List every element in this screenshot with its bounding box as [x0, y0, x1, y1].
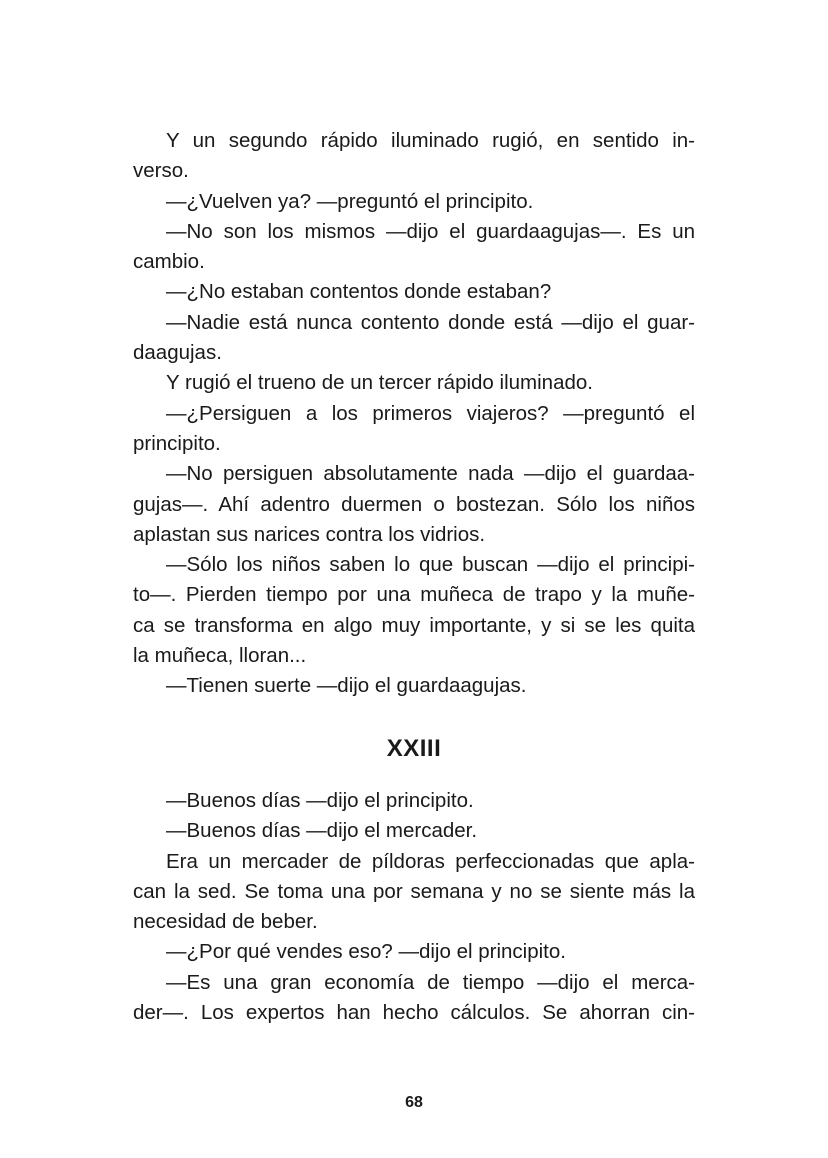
text-line: —Nadie está nunca contento donde está —dijo el guar- [166, 310, 695, 334]
text-line: Y un segundo rápido iluminado rugió, en sentido in- [166, 129, 695, 152]
text-line: ca se transforma en algo muy importante, y si se les quita [133, 613, 695, 637]
text-line: Y rugió el trueno de un tercer rápido iluminado. [166, 371, 593, 395]
text-line: —Sólo los niños saben lo que buscan —dijo el principi- [166, 553, 695, 577]
text-line: Era un mercader de píldoras perfeccionadas que apla- [166, 849, 695, 873]
text-line: to—. Pierden tiempo por una muñeca de trapo y la muñe- [133, 583, 695, 607]
text-line: —Buenos días —dijo el mercader. [166, 819, 478, 843]
text-line: —¿No estaban contentos donde estaban? [166, 280, 552, 304]
text-line: —¿Por qué vendes eso? —dijo el principito. [166, 940, 566, 964]
chapter-title: XXIII [386, 735, 442, 762]
text-line: der—. Los expertos han hecho cálculos. Se ahorran cin- [133, 1001, 695, 1025]
text-line: —No persiguen absolutamente nada —dijo el guardaa- [166, 462, 695, 486]
text-line: la muñeca, lloran... [133, 644, 307, 668]
text-line: —Es una gran economía de tiempo —dijo el merca- [166, 970, 695, 994]
text-line: gujas—. Ahí adentro duermen o bostezan. Sólo los niños [133, 492, 695, 516]
page-number: 68 [405, 1094, 423, 1111]
text-line: —Buenos días —dijo el principito. [166, 789, 474, 812]
text-block-bottom [133, 786, 695, 1028]
text-line: —¿Vuelven ya? —preguntó el principito. [166, 189, 534, 213]
text-line: cambio. [133, 250, 205, 274]
text-line: —¿Persiguen a los primeros viajeros? —preguntó el [166, 401, 695, 425]
text-line: necesidad de beber. [133, 910, 318, 934]
text-line: verso. [133, 159, 189, 183]
text-line: —Tienen suerte —dijo el guardaagujas. [166, 674, 527, 698]
text-line: —No son los mismos —dijo el guardaagujas—. Es un [166, 219, 695, 243]
text-line: aplastan sus narices contra los vidrios. [133, 522, 486, 546]
text-line: principito. [133, 431, 221, 455]
text-line: can la sed. Se toma una por semana y no se siente más la [133, 879, 695, 903]
text-block-top [133, 126, 695, 702]
text-line: daagujas. [133, 341, 222, 365]
